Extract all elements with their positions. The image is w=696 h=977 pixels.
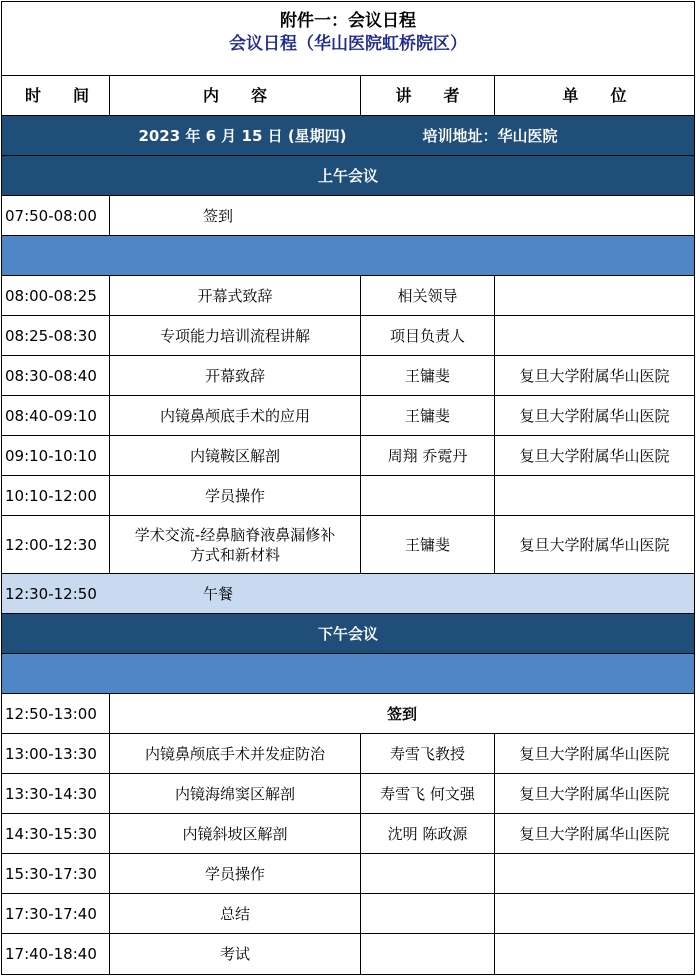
- table-row: [2, 396, 694, 436]
- time-cell: 07:50-08:00: [2, 196, 110, 235]
- content-cell: 考试: [110, 934, 361, 974]
- time-cell: 15:30-17:30: [2, 854, 110, 893]
- schedule-table: [1, 1, 695, 975]
- unit-cell: 复旦大学附属华山医院: [519, 366, 670, 385]
- time-cell: 10:10-12:00: [2, 476, 110, 515]
- time-cell: 13:30-14:30: [2, 774, 110, 813]
- speaker-cell: 王镛斐: [361, 516, 495, 573]
- date-band: [2, 116, 694, 156]
- content-cell: 开幕式致辞: [110, 276, 361, 315]
- content-line: 方式和新材料: [189, 545, 280, 564]
- morning-section-label: 上午会议: [317, 166, 378, 185]
- content-cell: 内镜鼻颅底手术并发症防治: [110, 734, 361, 773]
- unit-cell: [495, 476, 694, 515]
- table-row: [2, 774, 694, 814]
- time-cell: 08:25-08:30: [2, 316, 110, 355]
- time-cell: 08:40-09:10: [2, 396, 110, 435]
- spacer-band: [2, 654, 694, 694]
- column-header-content: 内 容: [110, 76, 361, 115]
- unit-cell: 复旦大学附属华山医院: [519, 406, 670, 425]
- spacer-band: [2, 236, 694, 276]
- speaker-cell: [361, 934, 495, 974]
- table-row: [2, 694, 694, 734]
- speaker-cell: [361, 894, 495, 933]
- date-line: [2, 116, 694, 155]
- location-text: 培训地址：华山医院: [422, 127, 558, 145]
- lunch-row: [2, 574, 694, 614]
- page-subtitle: 会议日程（华山医院虹桥院区）: [229, 34, 467, 54]
- title-block: [2, 2, 694, 76]
- content-cell: 开幕致辞: [110, 356, 361, 395]
- unit-cell: [495, 854, 694, 893]
- speaker-cell: [361, 476, 495, 515]
- table-row: [2, 356, 694, 396]
- time-cell: 14:30-15:30: [2, 814, 110, 853]
- morning-section-band: [2, 156, 694, 196]
- unit-cell: 复旦大学附属华山医院: [519, 784, 670, 803]
- time-cell: 13:00-13:30: [2, 734, 110, 773]
- table-row: [2, 734, 694, 774]
- time-cell: 12:00-12:30: [2, 516, 110, 573]
- unit-cell: [495, 894, 694, 933]
- time-cell: 08:00-08:25: [2, 276, 110, 315]
- speaker-cell: 周翔 乔霓丹: [361, 436, 495, 475]
- unit-cell: [495, 316, 694, 355]
- speaker-cell: [361, 854, 495, 893]
- unit-cell: 复旦大学附属华山医院: [519, 744, 670, 763]
- content-cell: 学员操作: [110, 476, 361, 515]
- time-cell: 08:30-08:40: [2, 356, 110, 395]
- unit-cell: 复旦大学附属华山医院: [519, 535, 670, 554]
- content-cell: 专项能力培训流程讲解: [110, 316, 361, 355]
- table-row: [2, 814, 694, 854]
- table-row: [2, 436, 694, 476]
- time-cell: 12:50-13:00: [2, 694, 110, 733]
- content-line: 学术交流-经鼻脑脊液鼻漏修补: [134, 525, 336, 544]
- unit-cell: [495, 276, 694, 315]
- column-header-time: 时 间: [2, 76, 110, 115]
- time-cell: 17:30-17:40: [2, 894, 110, 933]
- content-cell: 午餐: [203, 584, 234, 603]
- speaker-cell: 沈明 陈政源: [361, 814, 495, 853]
- speaker-cell: 王镛斐: [361, 356, 495, 395]
- afternoon-section-label: 下午会议: [317, 624, 378, 643]
- unit-cell: 复旦大学附属华山医院: [519, 824, 670, 843]
- column-header-row: [2, 76, 694, 116]
- speaker-cell: 寿雪飞 何文强: [361, 774, 495, 813]
- table-row: [2, 476, 694, 516]
- content-cell: 学员操作: [110, 854, 361, 893]
- unit-cell: 复旦大学附属华山医院: [519, 446, 670, 465]
- content-cell: 签到: [203, 206, 234, 225]
- time-cell: 09:10-10:10: [2, 436, 110, 475]
- table-row: [2, 316, 694, 356]
- speaker-cell: 项目负责人: [361, 316, 495, 355]
- speaker-cell: 寿雪飞教授: [361, 734, 495, 773]
- content-cell: 内镜鼻颅底手术的应用: [110, 396, 361, 435]
- content-cell: 内镜鞍区解剖: [110, 436, 361, 475]
- date-text: 2023 年 6 月 15 日 (星期四): [138, 127, 347, 145]
- table-row: [2, 934, 694, 974]
- time-cell: 12:30-12:50: [5, 584, 97, 603]
- time-cell: 17:40-18:40: [2, 934, 110, 974]
- column-header-speaker: 讲 者: [361, 76, 495, 115]
- column-header-unit: 单 位: [562, 85, 627, 105]
- table-row: [2, 196, 694, 236]
- content-cell: 内镜斜坡区解剖: [110, 814, 361, 853]
- unit-cell: [495, 934, 694, 974]
- page-title: 附件一：会议日程: [280, 11, 416, 31]
- table-row: [2, 276, 694, 316]
- table-row: [2, 894, 694, 934]
- afternoon-section-band: [2, 614, 694, 654]
- content-cell: 总结: [110, 894, 361, 933]
- table-row: [2, 516, 694, 574]
- speaker-cell: 相关领导: [361, 276, 495, 315]
- table-row: [2, 854, 694, 894]
- content-cell: 内镜海绵窦区解剖: [110, 774, 361, 813]
- content-cell: [110, 516, 361, 573]
- speaker-cell: 王镛斐: [361, 396, 495, 435]
- content-cell: 签到: [386, 704, 417, 723]
